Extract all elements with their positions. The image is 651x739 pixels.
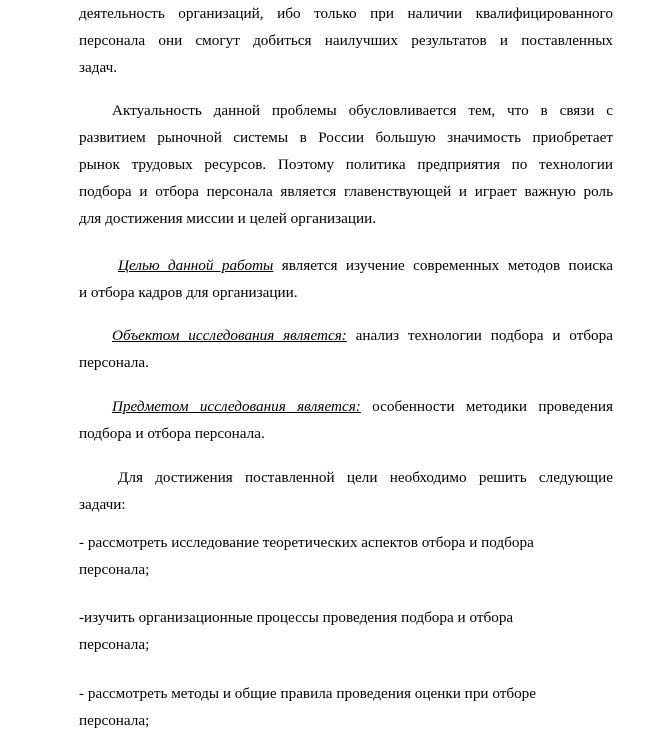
- goal-text: является изучение современных методов поиска: [273, 257, 614, 274]
- text-line: подбора и отбора персонала является главенствующей и играет важную роль: [79, 183, 613, 200]
- object-text: анализ технологии подбора и отбора: [346, 327, 613, 344]
- text-line: персонала;: [79, 561, 150, 578]
- text-line: рынок трудовых ресурсов. Поэтому политика предприятия по технологии: [79, 156, 613, 173]
- text-line: задач.: [79, 59, 118, 76]
- text-line: [79, 393, 613, 420]
- text-line: [79, 252, 613, 279]
- task-item: [79, 529, 613, 583]
- text-line: развитием рыночной системы в России большую значимость приобретает: [79, 129, 613, 146]
- task-item: [79, 680, 613, 734]
- text-line: персонала они смогут добиться наилучших результатов и поставленных: [79, 32, 613, 49]
- text-line: для достижения миссии и целей организации.: [79, 210, 377, 227]
- text-line: деятельность организаций, ибо только при наличии квалифицированного: [79, 5, 613, 22]
- text-line: [79, 322, 613, 349]
- subject-label: Предметом исследования является:: [112, 398, 361, 415]
- text-line: и отбора кадров для организации.: [79, 284, 298, 301]
- text-line: персонала;: [79, 636, 150, 653]
- subject-paragraph: [79, 393, 613, 447]
- text-line: -изучить организационные процессы проведения подбора и отбора: [79, 609, 514, 626]
- text-line: Для достижения поставленной цели необходимо решить следующие: [118, 469, 613, 486]
- task-item: [79, 604, 613, 658]
- tasks-intro-paragraph: [79, 464, 613, 518]
- object-paragraph: [79, 322, 613, 376]
- text-line: задачи:: [79, 496, 126, 513]
- relevance-paragraph: [79, 97, 613, 232]
- text-line: персонала;: [79, 712, 150, 729]
- object-label: Объектом исследования является:: [112, 327, 347, 344]
- goal-paragraph: [79, 252, 613, 306]
- text-line: персонала.: [79, 354, 149, 371]
- goal-label: Целью данной работы: [118, 257, 274, 274]
- text-line: подбора и отбора персонала.: [79, 425, 265, 442]
- intro-paragraph: [79, 0, 613, 81]
- text-line: Актуальность данной проблемы обусловливается тем, что в связи с: [112, 102, 613, 119]
- text-line: - рассмотреть методы и общие правила проведения оценки при отборе: [79, 685, 537, 702]
- subject-text: особенности методики проведения: [360, 398, 614, 415]
- text-line: - рассмотреть исследование теоретических аспектов отбора и подбора: [79, 534, 534, 551]
